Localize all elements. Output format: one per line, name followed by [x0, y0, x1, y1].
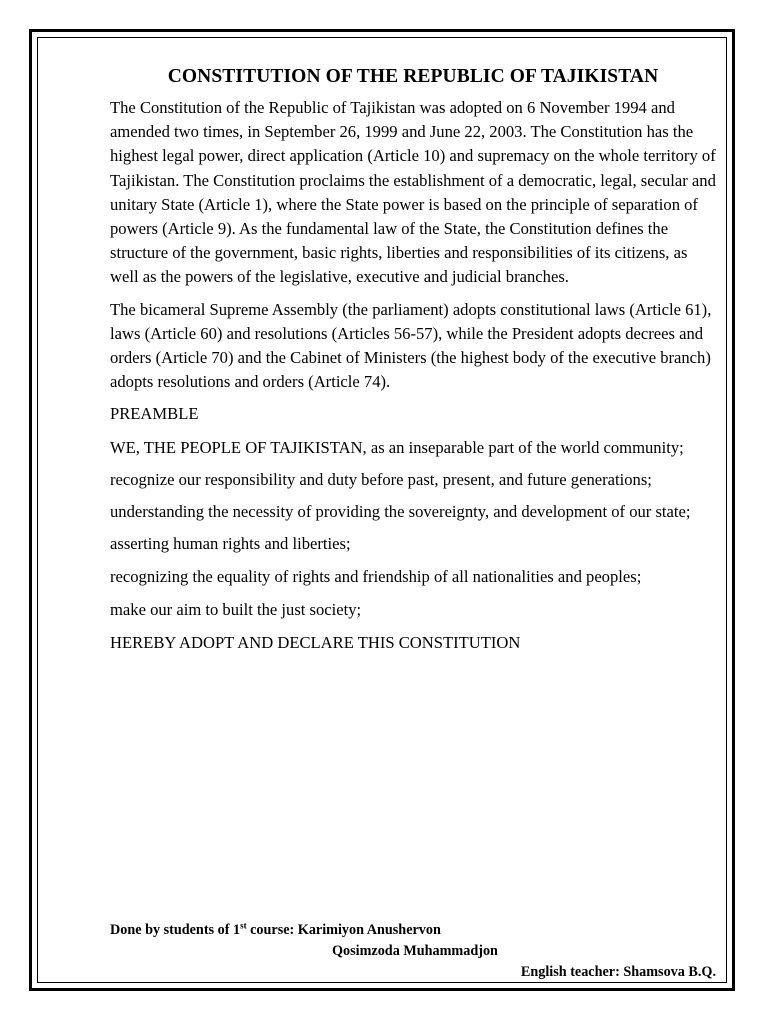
credits-student-1: course: Karimiyon Anushervon: [246, 922, 441, 938]
preamble-closing: HEREBY ADOPT AND DECLARE THIS CONSTITUTION: [110, 632, 521, 652]
credits-student-2: Qosimzoda Muhammadjon: [332, 943, 498, 959]
intro-paragraph-1: The Constitution of the Republic of Tajikistan was adopted on 6 November 1994 and amended two times, in September 26, 1999 and June 22, 2003. The Constitution has the highest legal power, direct application (Article 10) and supremacy on the whole territory of Tajikistan. The Constitution proclaims the establishment of a democratic, legal, secular and unitary State (Article 1), where the State power is based on the principle of separation of powers (Article 9). As the fundamental law of the State, the Constitution defines the structure of the government, basic rights, liberties and responsibilities of its citizens, as well as the powers of the legislative, executive and judicial branches.: [110, 98, 716, 287]
preamble-heading: PREAMBLE: [110, 404, 199, 424]
document-title: CONSTITUTION OF THE REPUBLIC OF TAJIKISTAN: [167, 66, 659, 87]
credits: [110, 920, 716, 983]
preamble-line: understanding the necessity of providing the sovereignty, and development of our state;: [110, 502, 691, 522]
credits-prefix: Done by students of 1: [110, 922, 241, 938]
preamble-line: make our aim to built the just society;: [110, 599, 362, 619]
ordinal-suffix: st: [240, 920, 247, 931]
preamble-line: recognizing the equality of rights and friendship of all nationalities and peoples;: [110, 567, 642, 587]
document-body: [110, 66, 716, 663]
credits-students: [110, 920, 716, 941]
preamble-line: recognize our responsibility and duty before past, present, and future generations;: [110, 469, 652, 489]
credits-teacher: English teacher: Shamsova B.Q.: [520, 964, 716, 980]
preamble-line: asserting human rights and liberties;: [110, 534, 351, 554]
preamble-line: WE, THE PEOPLE OF TAJIKISTAN, as an inseparable part of the world community;: [110, 437, 684, 457]
intro-paragraph-2: The bicameral Supreme Assembly (the parliament) adopts constitutional laws (Article 61), laws (Article 60) and resolutions (Articles 56-57), while the President adopts decrees and orders (Article 70) and the Cabinet of Ministers (the highest body of the executive branch) adopts resolutions and orders (Article 74).: [110, 299, 712, 392]
